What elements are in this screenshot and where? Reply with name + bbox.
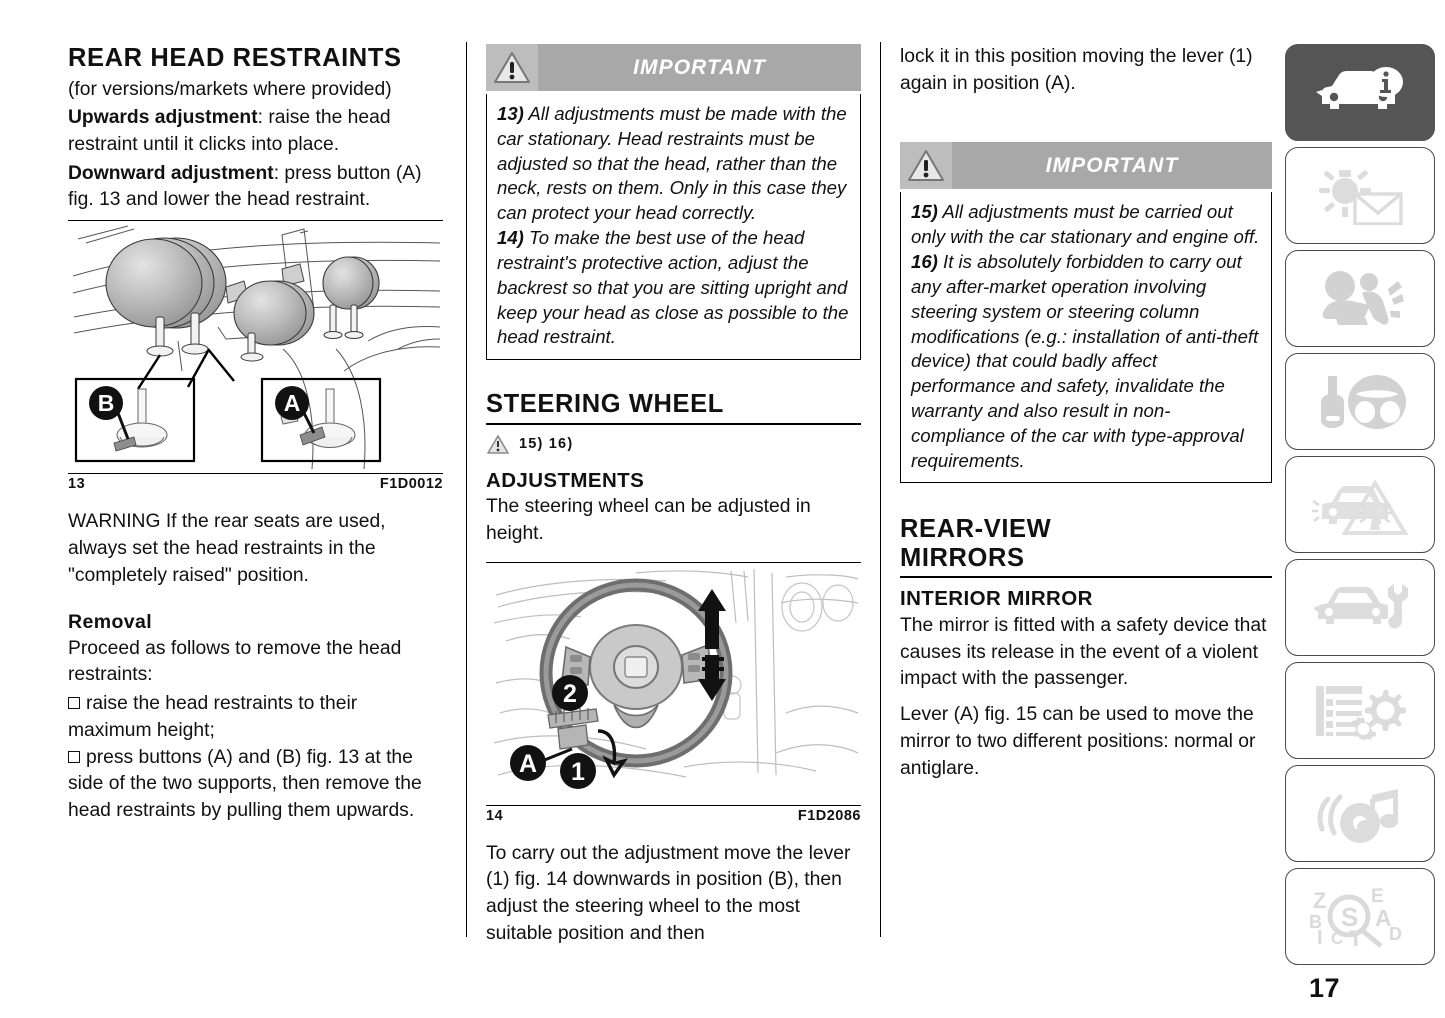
column-3: [900, 44, 1272, 784]
figure-14-number: 14: [486, 807, 504, 824]
important-header: [486, 44, 861, 91]
column-divider-2: [880, 42, 881, 937]
figure-14-callout-1: 1: [571, 757, 585, 786]
list-item: [68, 691, 443, 744]
svg-text:D: D: [1389, 923, 1402, 944]
steering-wheel-heading: STEERING WHEEL: [486, 390, 724, 419]
upwards-adjustment-paragraph: [68, 105, 443, 158]
figure-13: [68, 220, 443, 492]
important-body: [900, 192, 1272, 483]
important-item: [497, 102, 850, 226]
versions-subtitle: (for versions/markets where provided): [68, 78, 392, 100]
specifications-gears-icon: [1312, 682, 1408, 740]
important-title: IMPORTANT: [1045, 153, 1179, 177]
tab-emergency-warning[interactable]: [1285, 456, 1435, 553]
page-title: REAR HEAD RESTRAINTS: [68, 44, 402, 72]
figure-13-callout-a: A: [283, 390, 301, 417]
important-item-number: 13): [497, 103, 524, 124]
bullet-text: press buttons (A) and (B) fig. 13 at the side of the two supports, then remove the head restraints by pulling them upwards.: [68, 746, 422, 822]
key-steering-wheel-icon: [1312, 372, 1408, 432]
tab-key-steering-wheel[interactable]: [1285, 353, 1435, 450]
important-item-text: All adjustments must be carried out only with the car stationary and engine off.: [911, 201, 1260, 248]
bullet-text: raise the head restraints to their maximum height;: [68, 693, 358, 741]
svg-text:I: I: [1317, 926, 1323, 948]
upwards-adjustment-label: Upwards adjustment: [68, 107, 258, 129]
tab-dashboard-lights[interactable]: [1285, 147, 1435, 244]
column-divider-1: [466, 42, 467, 937]
multimedia-icon: [1314, 785, 1406, 843]
tab-passenger-safety[interactable]: [1285, 250, 1435, 347]
figure-14: [486, 562, 861, 824]
adjustment-procedure-text: To carry out the adjustment move the lever (1) fig. 14 downwards in position (B), then adjust the steering wheel to the most suitable position and then: [486, 842, 851, 944]
heading-line-2: MIRRORS: [900, 543, 1025, 572]
important-item-number: 16): [911, 251, 938, 273]
tab-car-maintenance[interactable]: [1285, 559, 1435, 656]
important-box-1: [486, 44, 861, 360]
tab-specifications[interactable]: [1285, 662, 1435, 759]
emergency-warning-icon: [1312, 475, 1408, 535]
downward-adjustment-paragraph: [68, 161, 443, 214]
svg-text:B: B: [1309, 911, 1322, 932]
important-header: [900, 142, 1272, 189]
svg-text:S: S: [1341, 901, 1359, 932]
important-item: [911, 250, 1261, 473]
tab-alphabetical-index[interactable]: [1285, 868, 1435, 965]
removal-heading: Removal: [68, 611, 153, 634]
warning-triangle-icon: [486, 44, 538, 91]
bullet-square-icon: [68, 697, 80, 709]
list-item: [68, 745, 443, 825]
tab-car-info[interactable]: [1285, 44, 1435, 141]
upwards-adjustment-text: : raise the head restraint until it clicks into place.: [68, 107, 391, 155]
important-item: [497, 226, 850, 350]
dashboard-lights-icon: [1312, 167, 1408, 225]
section-tabs-sidebar: [1285, 44, 1435, 971]
bullet-square-icon: [68, 751, 80, 763]
adjustments-heading: ADJUSTMENTS: [486, 468, 645, 492]
important-title: IMPORTANT: [633, 55, 766, 79]
important-item-text: All adjustments must be made with the car stationary. Head restraints must be adjusted so that the head, rather than the neck, rests on them. Only in this case they can protect your head correctly.: [497, 103, 847, 224]
removal-intro: Proceed as follows to remove the head restraints:: [68, 637, 402, 686]
svg-text:C: C: [1331, 928, 1344, 948]
figure-14-callout-a: A: [518, 749, 538, 778]
figure-14-caption: [486, 806, 861, 824]
important-item: [911, 200, 1261, 250]
page-number: 17: [1308, 973, 1340, 1003]
downward-adjustment-label: Downward adjustment: [68, 162, 274, 184]
tab-multimedia[interactable]: [1285, 765, 1435, 862]
warning-triangle-icon: [900, 142, 952, 189]
svg-text:Z: Z: [1313, 887, 1327, 913]
column-1: [68, 44, 443, 825]
downward-adjustment-text: : press button (A) fig. 13 and lower the head restraint.: [68, 162, 422, 211]
figure-13-number: 13: [68, 476, 86, 493]
important-item-number: 15): [911, 201, 938, 223]
figure-14-illustration: [486, 563, 861, 803]
important-item-text: It is absolutely forbidden to carry out any after-market operation involving steering system or steering column modifications (e.g.: installation of anti-theft device) that could badly affect performance and safety, invalidate the warranty and also result in non-compliance of the car with type-approval requirements.: [911, 251, 1259, 471]
svg-text:A: A: [1375, 904, 1392, 931]
steering-wheel-rule: [486, 423, 861, 425]
important-body: [486, 94, 861, 360]
rear-seats-warning: WARNING If the rear seats are used, always set the head restraints in the "completely raised" position.: [68, 511, 386, 586]
column-2: [486, 44, 861, 950]
important-item-text: To make the best use of the head restraint's protective action, adjust the backrest so that you are sitting upright and keep your head as close as possible to the head restraint.: [497, 227, 849, 348]
heading-line-1: REAR-VIEW: [900, 515, 1052, 544]
rear-view-mirrors-heading: [900, 515, 1272, 572]
important-item-number: 14): [497, 227, 524, 249]
rear-view-mirrors-rule: [900, 576, 1272, 578]
warning-reference-line: [486, 434, 861, 455]
interior-mirror-paragraph-1: The mirror is fitted with a safety device that causes its release in the event of a violent impact with the passenger.: [900, 615, 1267, 690]
interior-mirror-paragraph-2: Lever (A) fig. 15 can be used to move the mirror to two different positions: normal or antiglare.: [900, 704, 1256, 779]
warning-triangle-icon: [486, 434, 510, 455]
important-box-2: [900, 142, 1272, 483]
adjustments-body: The steering wheel can be adjusted in height.: [486, 496, 811, 544]
figure-14-callout-2: 2: [563, 679, 577, 708]
continued-text: lock it in this position moving the lever (1) again in position (A).: [900, 46, 1253, 94]
figure-13-callout-b: B: [97, 390, 115, 417]
passenger-safety-icon: [1314, 269, 1406, 329]
figure-13-code: F1D0012: [379, 476, 443, 493]
alphabetical-index-icon: [1305, 886, 1415, 948]
figure-14-code: F1D2086: [797, 807, 861, 824]
car-maintenance-icon: [1312, 580, 1408, 636]
figure-13-illustration: [68, 221, 443, 471]
svg-text:T: T: [1349, 925, 1363, 948]
svg-text:E: E: [1371, 885, 1384, 907]
car-info-icon: [1314, 64, 1406, 122]
warning-reference-numbers: 15) 16): [519, 436, 574, 453]
figure-13-caption: [68, 474, 443, 492]
interior-mirror-heading: INTERIOR MIRROR: [900, 587, 1093, 611]
